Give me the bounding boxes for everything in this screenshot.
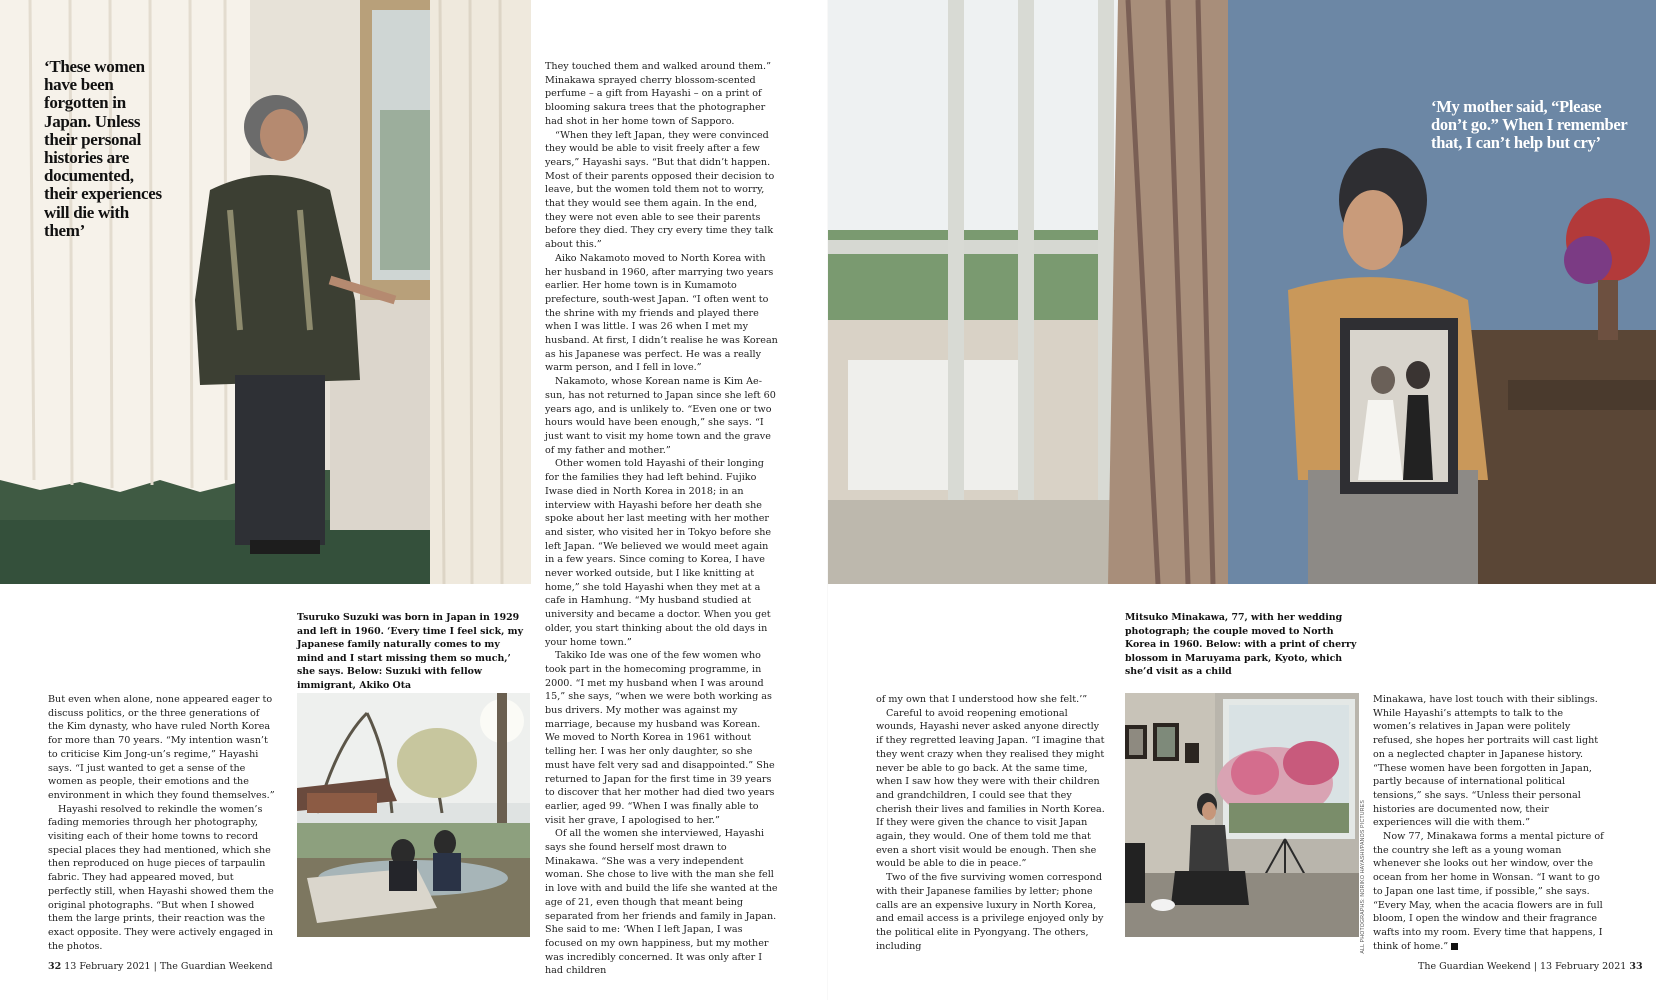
paragraph-with-endmark xyxy=(1373,830,1609,953)
paragraph: Other women told Hayashi of their longing for the families they had left behind. Fujiko Iwase died in North Korea in 2018; in an interview with Hayashi before her death she spoke about her last meeting with her mother and sister, who visited her in Tokyo before she left Japan. “We believed we would meet again in a few years. Since coming to Korea, I have never worked outside, but I like knitting at home,” she told Hayashi when they met at a cafe in Hamhung. “My husband studied at university and became a doctor. When you get older, you start thinking about the old days in your home town.” xyxy=(545,458,772,648)
end-mark-icon xyxy=(1451,943,1458,950)
paragraph: But even when alone, none appeared eager to discuss politics, or the three generations of the Kim dynasty, who have ruled North Korea for more than 70 years. “My intention wasn’t to criticise Kim Jong-un’s regime,” Hayashi says. “I just wanted to get a sense of the women as people, their emotions and the environment in which they found themselves.” xyxy=(48,694,275,801)
page-number-left: 32 xyxy=(48,961,62,972)
body-column-4 xyxy=(1373,693,1609,953)
paragraph: “When they left Japan, they were convinced they would be able to visit freely after a few years,” Hayashi says. “But that didn’t happen. Most of their parents opposed their decision to leave, but the women told them not to worry, that they would see them again. In the end, they were not even able to see their parents before they died. They cry every time they talk about this.” xyxy=(545,129,775,251)
page-gutter xyxy=(827,0,828,1000)
suzuki-ota-park-photo xyxy=(297,693,530,937)
body-column-1 xyxy=(48,693,278,953)
paragraph: Two of the five surviving women correspond with their Japanese families by letter; phone calls are an expensive luxury in North Korea, and email access is a privilege enjoyed only by the political elite in Pyongyang. The others, including xyxy=(876,872,1104,952)
caption-minakawa: Mitsuko Minakawa, 77, with her wedding photograph; the couple moved to North Korea in 1960. Below: with a print of cherry blossom in Maruyama park, Kyoto, which she’d visit as a child xyxy=(1125,612,1357,678)
paragraph: Hayashi resolved to rekindle the women’s fading memories through her photography, visiting each of their home towns to record special places they had mentioned, which she then reproduced on huge pieces of tarpaulin fabric. They had appeared moved, but perfectly still, when Hayashi showed them the original photographs. “But when I showed them the large prints, their reaction was the exact opposite. They were actively engaged in the photos. xyxy=(48,803,274,952)
folio-left-text: 13 February 2021 | The Guardian Weekend xyxy=(64,961,273,972)
paragraph: They touched them and walked around them.” Minakawa sprayed cherry blossom-scented perfume – a gift from Hayashi – on a print of blooming sakura trees that the photographer had shot in her home town of Sapporo. xyxy=(545,61,771,127)
paragraph: Aiko Nakamoto moved to North Korea with her husband in 1960, after marrying two years earlier. Her home town is in Kumamoto prefecture, south-west Japan. “I often went to the shrine with my friends and played there when I was little. I was 26 when I met my husband. At first, I didn’t realise he was Korean as his Japanese was perfect. He was a really warm person, and I fell in love.” xyxy=(545,252,778,374)
photo-credit: ALL PHOTOGRAPHS: NORIKO HAYASHI/PANOS PICTURES xyxy=(1360,800,1366,954)
paragraph: Takiko Ide was one of the few women who took part in the homecoming programme, in 2000. “I met my husband when I was around 15,” she says, “when we were both working as bus drivers. My mother was against my marriage, because my husband was Korean. We moved to North Korea in 1961 without telling her. I was her only daughter, so she must have felt very sad and disappointed.” She returned to Japan for the first time in 39 years to discover that her mother had died two years earlier, aged 99. “When I was finally able to visit her grave, I apologised to her.” xyxy=(545,650,775,826)
folio-left xyxy=(48,961,273,972)
folio-right-text: The Guardian Weekend | 13 February 2021 xyxy=(1418,961,1627,972)
minakawa-cherry-print-photo xyxy=(1125,693,1359,937)
paragraph-text: Now 77, Minakawa forms a mental picture of the country she left as a young woman whenever she looks out her window, over the ocean from her home in Wonsan. “I want to go to Japan one last time, if possible,” she says. “Every May, when the acacia flowers are in full bloom, I open the window and their fragrance wafts into my room. Every time that happens, I think of home.” xyxy=(1373,831,1604,952)
minakawa-window-photo xyxy=(828,0,1656,584)
page-number-right: 33 xyxy=(1629,961,1643,972)
pull-quote-right: ‘My mother said, “Please don’t go.” When I remember that, I can’t help but cry’ xyxy=(1431,97,1628,152)
paragraph: Nakamoto, whose Korean name is Kim Ae-sun, has not returned to Japan since she left 60 years ago, and is unlikely to. “Even one or two hours would have been enough,” she says. “I just want to visit my home town and the grave of my father and mother.” xyxy=(545,376,776,456)
folio-right xyxy=(1418,961,1643,972)
paragraph: Minakawa, have lost touch with their siblings. While Hayashi’s attempts to talk to the women’s relatives in Japan were politely refused, she hopes her portraits will cast light on a neglected chapter in Japanese history. “These women have been forgotten in Japan, partly because of international political tensions,” she says. “Unless their personal histories are documented now, their experiences will die with them.” xyxy=(1373,694,1599,829)
caption-suzuki: Tsuruko Suzuki was born in Japan in 1929 and left in 1960. ‘Every time I feel sick, my Japanese family naturally comes to my mind and I start missing them so much,’ she says. Below: Suzuki with fellow immigrant, Akiko Ota xyxy=(297,612,524,691)
pull-quote-left: ‘These women have been forgotten in Japan. Unless their personal histories are documented, their experiences will die with them’ xyxy=(44,57,162,240)
paragraph: of my own that I understood how she felt.’” xyxy=(876,694,1088,705)
body-column-2 xyxy=(545,60,778,978)
body-column-3 xyxy=(876,693,1108,953)
paragraph: Careful to avoid reopening emotional wounds, Hayashi never asked anyone directly if they regretted leaving Japan. “I imagine that they went crazy when they realised they might never be able to go back. At the same time, when I saw how they were with their children and grandchildren, I could see that they cherish their lives and families in North Korea. If they were given the chance to visit Japan again, they would. One of them told me that even a short visit would be enough. Then she would be able to die in peace.” xyxy=(876,707,1105,870)
paragraph: Of all the women she interviewed, Hayashi says she found herself most drawn to Minakawa. “She was a very independent woman. She chose to live with the man she fell in love with and build the life she wanted at the age of 21, even though that meant being separated from her friends and family in Japan. She said to me: ‘When I left Japan, I was focused on my own happiness, but my mother was incredibly concerned. It was only after I had children xyxy=(545,828,778,977)
